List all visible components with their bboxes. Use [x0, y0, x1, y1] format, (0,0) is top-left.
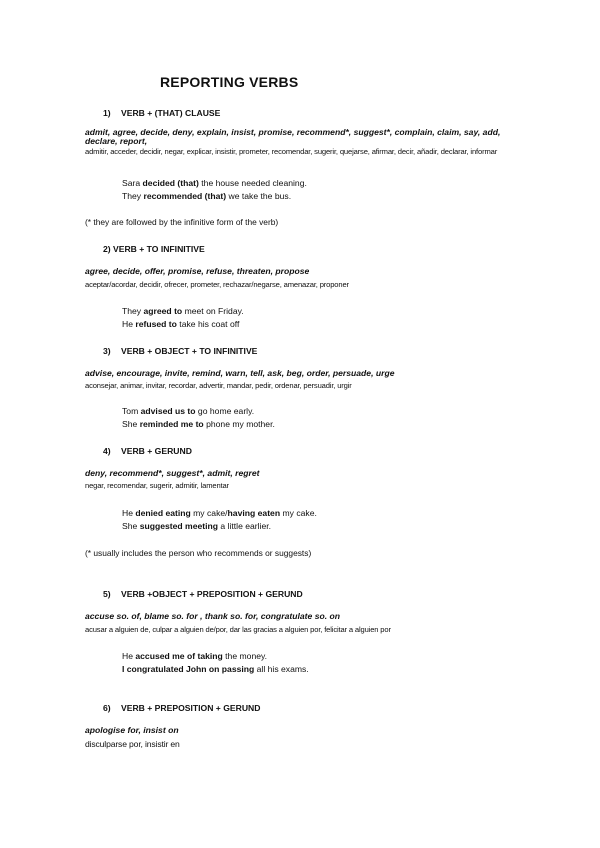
section-3-translation: aconsejar, animar, invitar, recordar, advertir, mandar, pedir, ordenar, persuadir, urgir	[85, 381, 352, 390]
section-3-heading	[103, 346, 257, 356]
section-4-heading	[103, 446, 192, 456]
example-text: He	[122, 508, 136, 518]
section-6-verbs: apologise for, insist on	[85, 725, 179, 735]
example-highlight: advised us to	[140, 406, 196, 416]
example-sentence	[122, 190, 307, 203]
section-heading-text: VERB + OBJECT + TO INFINITIVE	[121, 346, 258, 356]
example-highlight: I congratulated John on passing	[122, 663, 255, 674]
example-text: She	[122, 418, 140, 429]
section-number: 3)	[103, 346, 111, 356]
example-text: a little earlier.	[218, 520, 272, 531]
example-text: take his coat off	[176, 318, 240, 329]
example-sentence	[122, 318, 244, 331]
example-text: go home early.	[195, 406, 255, 416]
section-6-heading	[103, 703, 260, 713]
section-2-verbs: agree, decide, offer, promise, refuse, threaten, propose	[85, 266, 310, 276]
example-text: They	[122, 190, 144, 201]
example-text: we take the bus.	[226, 190, 292, 201]
example-sentence	[122, 520, 317, 533]
example-highlight: suggested meeting	[139, 520, 219, 531]
example-sentence	[122, 405, 275, 418]
section-2-heading	[103, 244, 205, 254]
section-number: 1)	[103, 108, 111, 118]
example-text: Sara	[122, 178, 143, 188]
section-heading-text: VERB + GERUND	[121, 446, 192, 456]
example-text: phone my mother.	[203, 418, 275, 429]
example-text: all his exams.	[254, 663, 309, 674]
example-sentence	[122, 177, 307, 190]
example-highlight: agreed to	[143, 306, 183, 316]
section-1-verbs: admit, agree, decide, deny, explain, insist, promise, recommend*, suggest*, complain, claim, say, add, declare, report,	[85, 127, 501, 146]
example-highlight: having eaten	[227, 508, 281, 518]
example-text: meet on Friday.	[182, 306, 244, 316]
example-text: the house needed cleaning.	[198, 178, 307, 188]
section-5-translation: acusar a alguien de, culpar a alguien de/por, dar las gracias a alguien por, felicitar a alguien por	[85, 625, 391, 634]
section-number: 4)	[103, 446, 111, 456]
example-text: the money.	[222, 651, 268, 661]
section-number: 6)	[103, 703, 111, 713]
example-highlight: accused me of taking	[135, 651, 223, 661]
example-text: my cake/	[190, 508, 228, 518]
section-heading-text: VERB + PREPOSITION + GERUND	[121, 703, 261, 713]
example-text: She	[122, 520, 140, 531]
example-highlight: denied eating	[135, 508, 191, 518]
section-4-translation: negar, recomendar, sugerir, admitir, lamentar	[85, 481, 229, 490]
example-sentence	[122, 305, 244, 318]
section-1-note: (* they are followed by the infinitive form of the verb)	[85, 217, 279, 227]
section-2-translation: aceptar/acordar, decidir, ofrecer, prometer, rechazar/negarse, amenazar, proponer	[85, 280, 349, 289]
section-4-verbs: deny, recommend*, suggest*, admit, regret	[85, 468, 260, 478]
example-sentence	[122, 507, 317, 520]
section-2-examples	[122, 305, 244, 330]
example-highlight: refused to	[135, 318, 177, 329]
example-highlight: decided (that)	[142, 178, 199, 188]
example-text: He	[122, 318, 136, 329]
section-4-examples	[122, 507, 317, 532]
section-number: 5)	[103, 589, 111, 599]
section-heading-text: VERB + TO INFINITIVE	[113, 244, 205, 254]
section-3-examples	[122, 405, 275, 430]
example-sentence	[122, 663, 309, 676]
section-1-examples	[122, 177, 307, 202]
section-4-note: (* usually includes the person who recommends or suggests)	[85, 548, 312, 558]
section-5-heading	[103, 589, 303, 599]
section-3-verbs: advise, encourage, invite, remind, warn, tell, ask, beg, order, persuade, urge	[85, 368, 395, 378]
example-sentence	[122, 418, 275, 431]
section-6-translation: disculparse por, insistir en	[85, 739, 180, 749]
section-1-translation: admitir, acceder, decidir, negar, explicar, insistir, prometer, recomendar, sugerir, quejarse, afirmar, decir, añadir, declarar, informar	[85, 147, 498, 156]
section-5-verbs: accuse so. of, blame so. for , thank so. for, congratulate so. on	[85, 611, 341, 621]
example-highlight: recommended (that)	[143, 190, 227, 201]
section-heading-text: VERB +OBJECT + PREPOSITION + GERUND	[121, 589, 303, 599]
example-sentence	[122, 650, 309, 663]
page-title: REPORTING VERBS	[160, 74, 299, 90]
example-text: They	[122, 306, 144, 316]
section-heading-text: VERB + (THAT) CLAUSE	[121, 108, 221, 118]
section-5-examples	[122, 650, 309, 675]
example-text: He	[122, 651, 136, 661]
example-highlight: reminded me to	[139, 418, 204, 429]
example-text: Tom	[122, 406, 141, 416]
example-text: my cake.	[280, 508, 317, 518]
section-number: 2)	[103, 244, 111, 254]
section-1-heading	[103, 108, 220, 118]
